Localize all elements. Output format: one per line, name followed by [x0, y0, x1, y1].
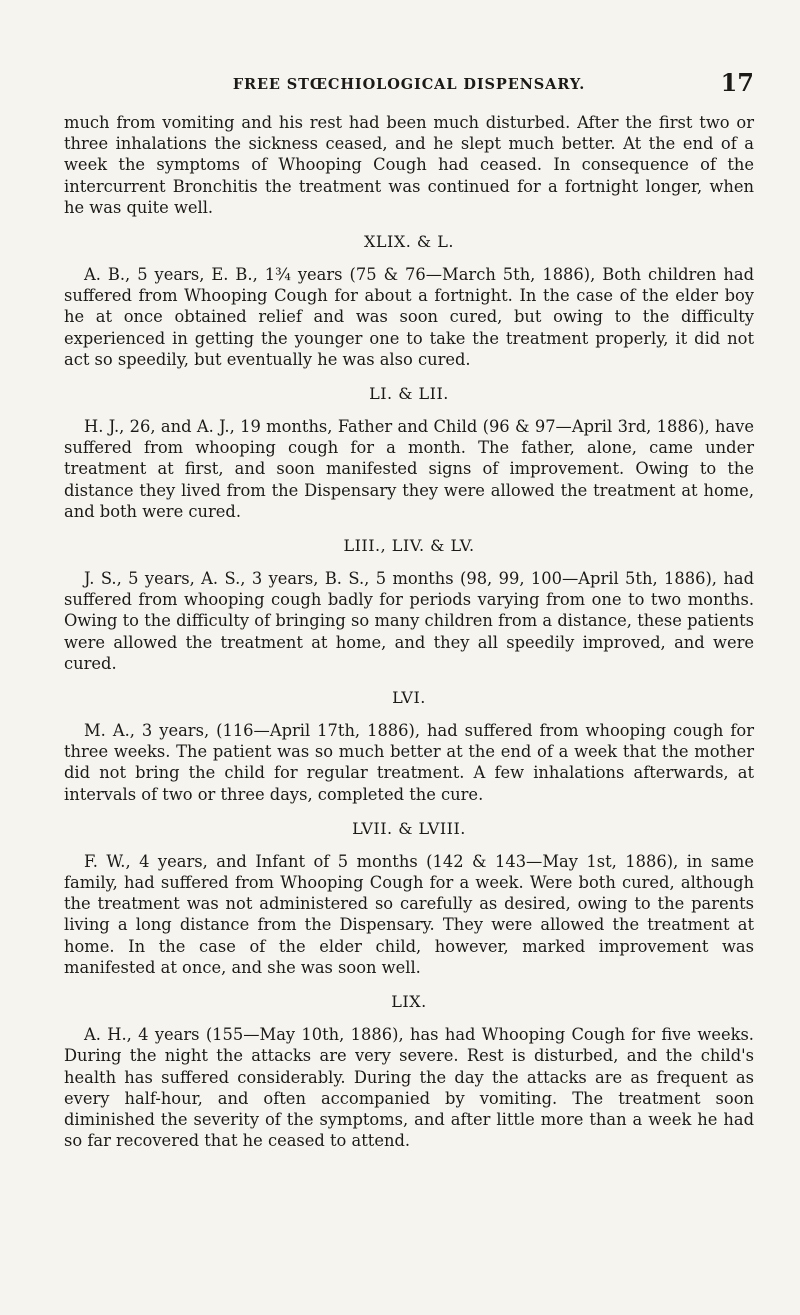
document-page: [64, 68, 754, 1151]
case-paragraph-lvi: M. A., 3 years, (116—April 17th, 1886), had suffered from whooping cough for three weeks. The patient was so much better at the end of a week that the mother did not bring the child for regular treatment. A few inhalations afterwards, at intervals of two or three days, completed the cure.: [64, 721, 754, 804]
page-header: [64, 68, 754, 102]
case-heading-lvii-lviii: LVII. & LVIII.: [352, 818, 466, 838]
case-heading-lix: LIX.: [391, 992, 427, 1012]
case-heading-li-lii: LI. & LII.: [369, 384, 449, 404]
case-paragraph-lix: A. H., 4 years (155—May 10th, 1886), has had Whooping Cough for five weeks. During the night the attacks are very severe. Rest is disturbed, and the child's health has suffered considerably. During the day the attacks are as frequent as every half-hour, and often accompanied by vomiting. The treatment soon diminished the severity of the symptoms, and after little more than a week he had so far recovered that he ceased to attend.: [64, 1025, 754, 1151]
case-paragraph-xlix-l: A. B., 5 years, E. B., 1¾ years (75 & 76—March 5th, 1886), Both children had suffered from Whooping Cough for about a fortnight. In the case of the elder boy he at once obtained relief and was soon cured, but owing to the difficulty experienced in getting the younger one to take the treatment properly, it did not act so speedily, but eventually he was also cured.: [64, 265, 754, 369]
intro-paragraph: much from vomiting and his rest had been much disturbed. After the first two or three inhalations the sickness ceased, and he slept much better. At the end of a week the symptoms of Whooping Cough had ceased. In consequence of the intercurrent Bronchitis the treatment was continued for a fortnight longer, when he was quite well.: [64, 113, 754, 217]
case-heading-liii-lv: LIII., LIV. & LV.: [343, 536, 475, 556]
case-heading-lvi: LVI.: [392, 688, 426, 708]
case-paragraph-lvii-lviii: F. W., 4 years, and Infant of 5 months (142 & 143—May 1st, 1886), in same family, had suffered from Whooping Cough for a week. Were both cured, although the treatment was not administered so carefully as desired, owing to the parents living a long distance from the Dispensary. They were allowed the treatment at home. In the case of the elder child, however, marked improvement was manifested at once, and she was soon well.: [64, 851, 754, 977]
case-paragraph-liii-lv: J. S., 5 years, A. S., 3 years, B. S., 5 months (98, 99, 100—April 5th, 1886), had suffered from whooping cough badly for periods varying from one to two months. Owing to the difficulty of bringing so many children from a distance, these patients were allowed the treatment at home, and they all speedily improved, and were cured.: [64, 569, 754, 673]
case-paragraph-li-lii: H. J., 26, and A. J., 19 months, Father and Child (96 & 97—April 3rd, 1886), have suffered from whooping cough for a month. The father, alone, came under treatment at first, and soon manifested signs of improvement. Owing to the distance they lived from the Dispensary they were allowed the treatment at home, and both were cured.: [64, 417, 754, 521]
page-number: 17: [720, 68, 754, 97]
running-title: FREE STŒCHIOLOGICAL DISPENSARY.: [232, 76, 586, 93]
case-heading-xlix-l: XLIX. & L.: [364, 232, 454, 252]
